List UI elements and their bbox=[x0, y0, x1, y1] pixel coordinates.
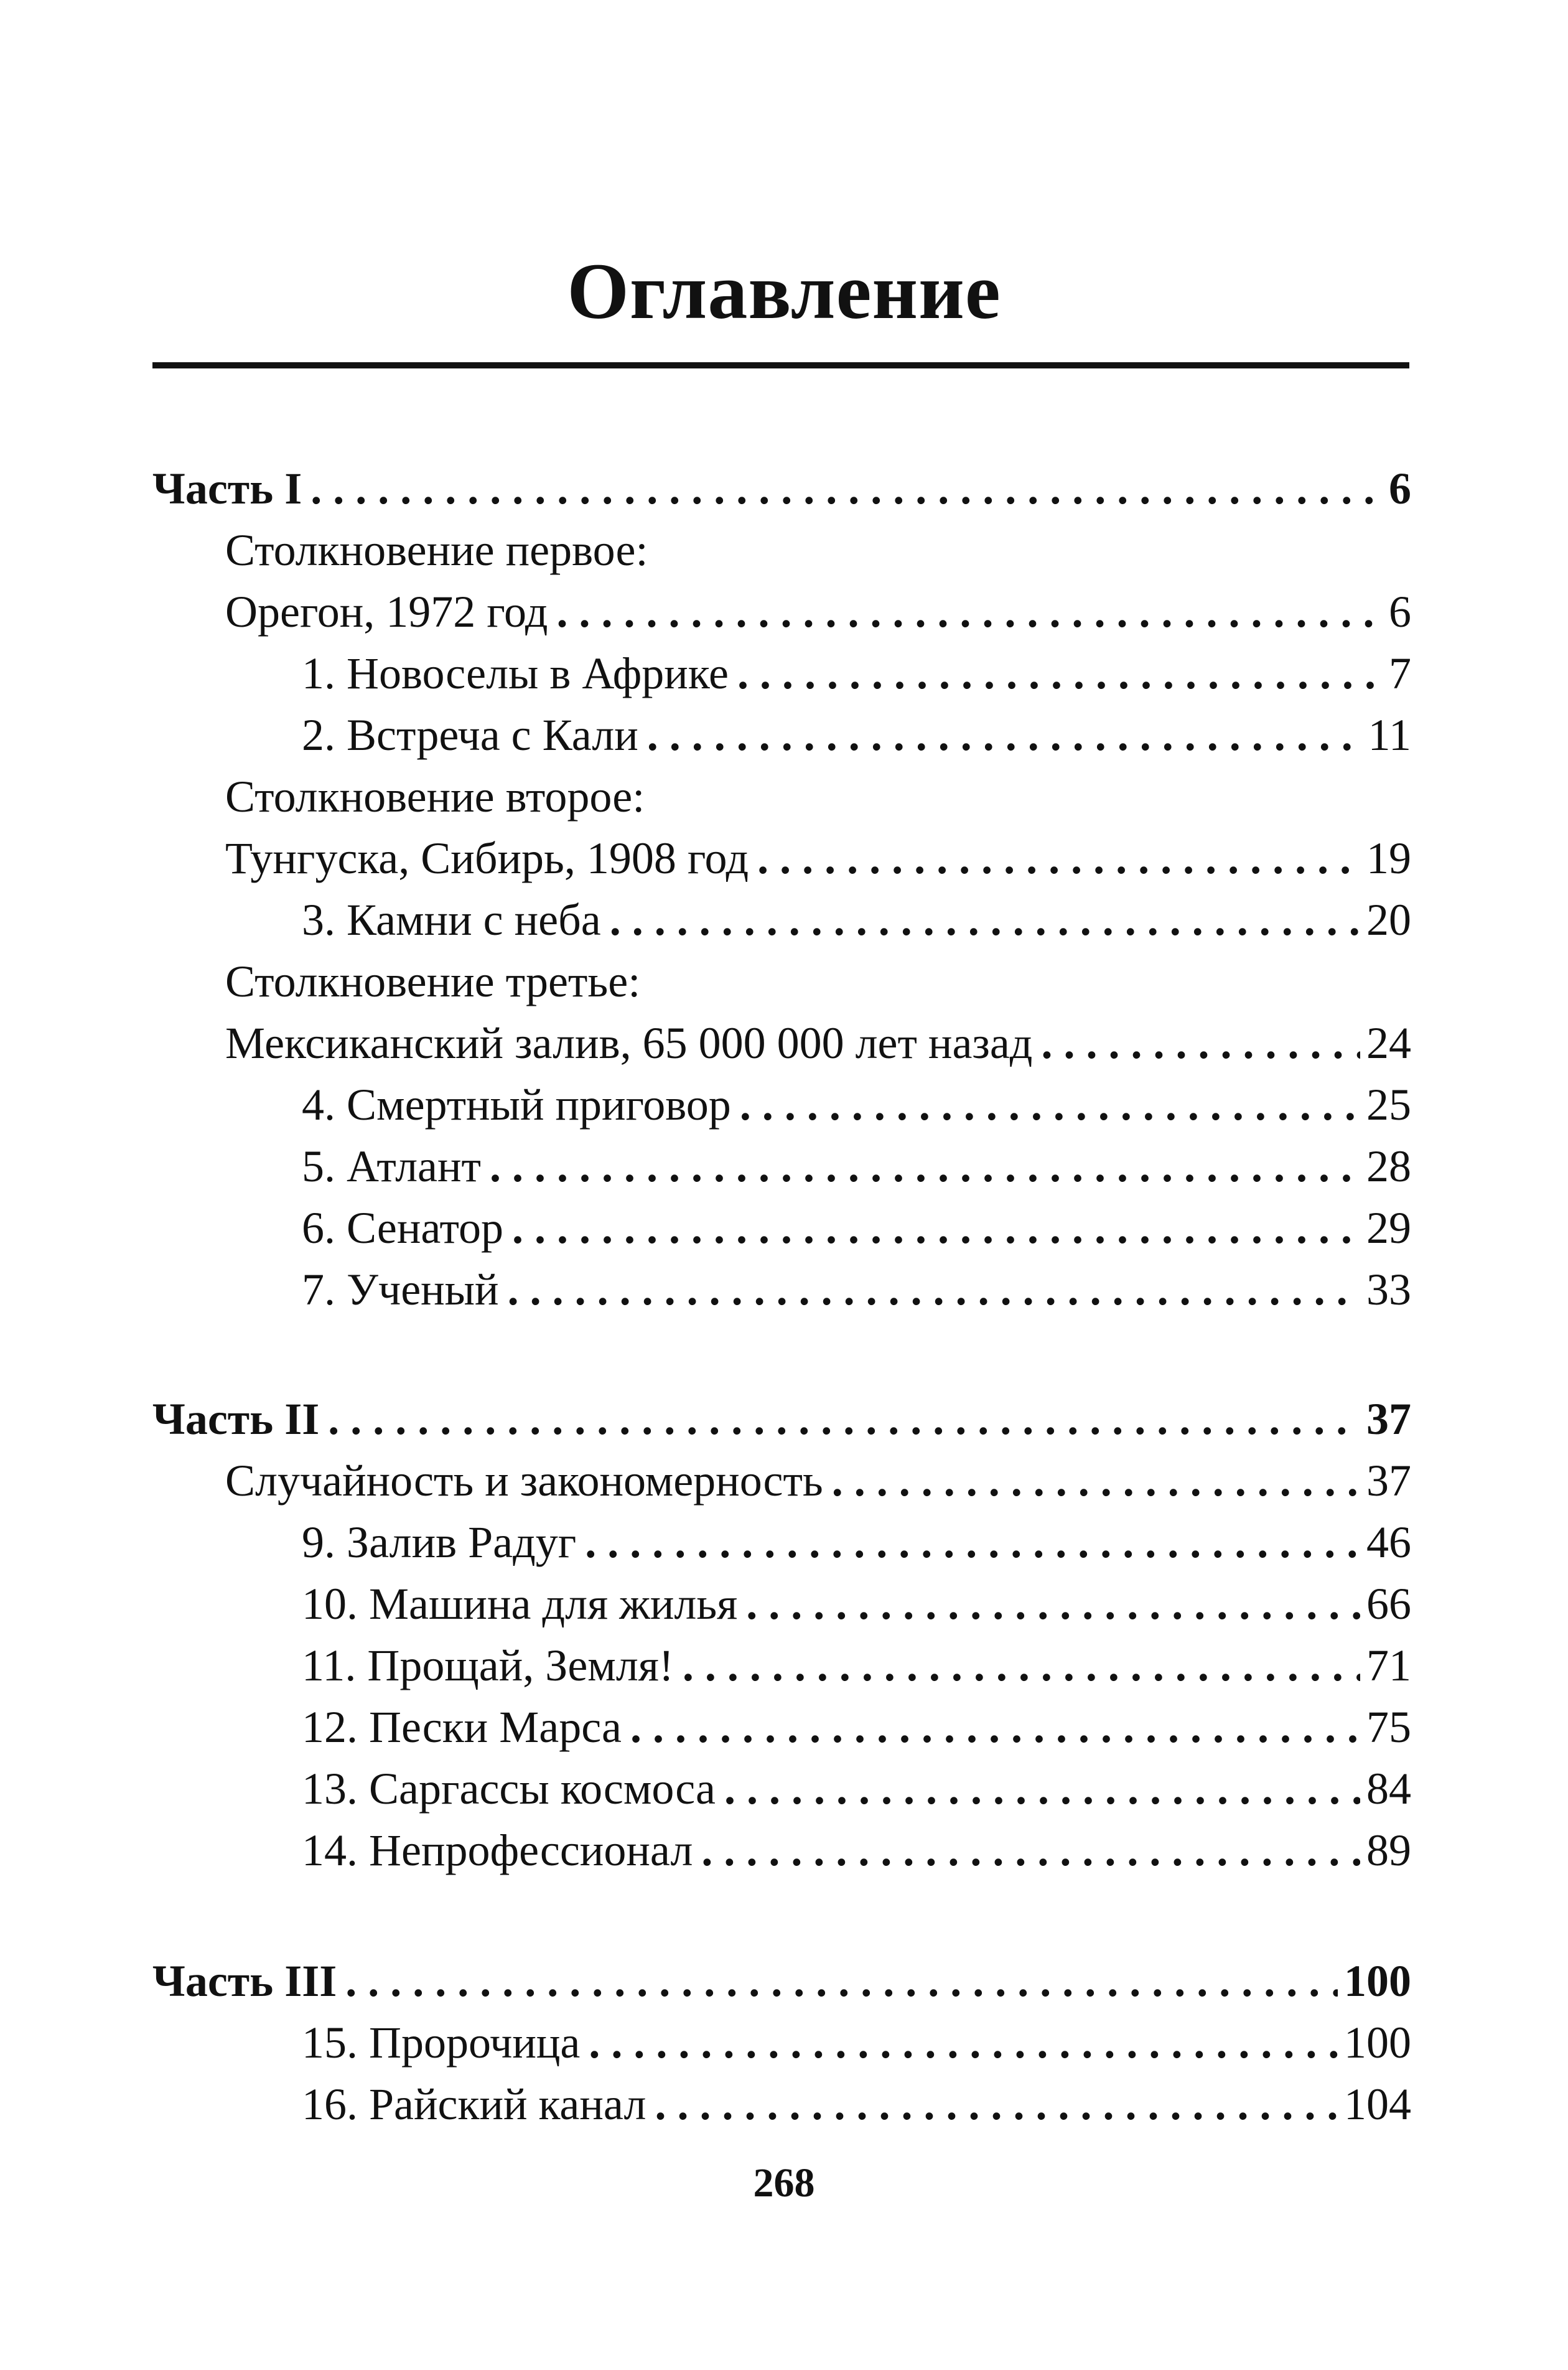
toc-entry-page: 33 bbox=[1366, 1265, 1411, 1314]
toc-entry-label: 3. Камни с неба bbox=[302, 895, 601, 945]
dot-leader bbox=[310, 457, 1383, 520]
toc-entry-page: 104 bbox=[1344, 2079, 1411, 2129]
toc-entry-label: 16. Райский канал bbox=[302, 2079, 646, 2129]
toc-entry-page: 46 bbox=[1366, 1517, 1411, 1567]
toc-entry-page: 100 bbox=[1344, 2018, 1411, 2068]
toc-entry-label: Часть II bbox=[152, 1394, 320, 1444]
dot-leader bbox=[585, 1511, 1360, 1573]
dot-leader bbox=[610, 889, 1360, 951]
toc-chapter[interactable] bbox=[302, 1258, 1411, 1321]
dot-leader bbox=[512, 1197, 1360, 1259]
toc-chapter[interactable] bbox=[302, 889, 1411, 951]
dot-leader bbox=[630, 1696, 1360, 1758]
toc-entry-label: 1. Новоселы в Африке bbox=[302, 649, 729, 698]
dot-leader bbox=[490, 1135, 1360, 1197]
toc-entry-label: Мексиканский залив, 65 000 000 лет назад bbox=[225, 1018, 1033, 1068]
toc-chapter[interactable] bbox=[302, 1758, 1411, 1820]
toc-entry-label: Орегон, 1972 год bbox=[225, 587, 548, 637]
toc-entry-label: 14. Непрофессионал bbox=[302, 1825, 693, 1875]
toc-entry-label: 9. Залив Радуг bbox=[302, 1517, 577, 1567]
toc-entry-label: 15. Пророчица bbox=[302, 2018, 581, 2068]
toc-entry-page: 100 bbox=[1344, 1956, 1411, 2006]
toc-entry-page: 28 bbox=[1366, 1141, 1411, 1191]
toc-entry-label: Столкновение второе: bbox=[225, 772, 645, 822]
toc-entry-page: 20 bbox=[1366, 895, 1411, 945]
dot-leader bbox=[589, 2012, 1338, 2074]
toc-chapter[interactable] bbox=[302, 642, 1411, 705]
toc-chapter[interactable] bbox=[302, 1819, 1411, 1881]
toc-chapter[interactable] bbox=[302, 1074, 1411, 1136]
toc-part-2[interactable] bbox=[152, 1388, 1411, 1450]
toc-section[interactable] bbox=[225, 1012, 1411, 1074]
dot-leader bbox=[724, 1758, 1360, 1820]
dot-leader bbox=[655, 2073, 1338, 2135]
toc-chapter[interactable] bbox=[302, 704, 1411, 766]
toc-entry-page: 84 bbox=[1366, 1764, 1411, 1814]
dot-leader bbox=[345, 1950, 1338, 2012]
toc-chapter[interactable] bbox=[302, 1511, 1411, 1573]
dot-leader bbox=[757, 827, 1360, 889]
toc-chapter[interactable] bbox=[302, 1573, 1411, 1635]
toc-entry-page: 66 bbox=[1366, 1579, 1411, 1629]
dot-leader bbox=[328, 1388, 1360, 1450]
toc-entry-page: 11 bbox=[1368, 710, 1411, 760]
toc-part-3[interactable] bbox=[152, 1950, 1411, 2012]
toc-entry-label: Часть I bbox=[152, 464, 302, 513]
toc-chapter[interactable] bbox=[302, 1634, 1411, 1697]
toc-section[interactable] bbox=[225, 581, 1411, 643]
toc-entry-label: Тунгуска, Сибирь, 1908 год bbox=[225, 833, 749, 883]
toc-entry-label: Часть III bbox=[152, 1956, 337, 2006]
toc-entry-label: 5. Атлант bbox=[302, 1141, 481, 1191]
toc-entry-label: 12. Пески Марса bbox=[302, 1702, 622, 1752]
toc-entry-label: 10. Машина для жилья bbox=[302, 1579, 738, 1629]
toc-entry-label: 2. Встреча с Кали bbox=[302, 710, 638, 760]
toc-entry-page: 7 bbox=[1389, 649, 1411, 698]
dot-leader bbox=[740, 1074, 1360, 1136]
toc-entry-page: 89 bbox=[1366, 1825, 1411, 1875]
dot-leader bbox=[832, 1450, 1360, 1512]
toc-entry-page: 75 bbox=[1366, 1702, 1411, 1752]
toc-entry-page: 37 bbox=[1366, 1456, 1411, 1506]
toc-entry-label: 6. Сенатор bbox=[302, 1203, 503, 1253]
toc-chapter[interactable] bbox=[302, 1135, 1411, 1197]
dot-leader bbox=[746, 1573, 1360, 1635]
toc-entry-page: 24 bbox=[1366, 1018, 1411, 1068]
dot-leader bbox=[557, 581, 1383, 643]
toc-entry-label: 4. Смертный приговор bbox=[302, 1080, 731, 1130]
dot-leader bbox=[701, 1819, 1360, 1881]
toc-entry-label: 13. Саргассы космоса bbox=[302, 1764, 716, 1814]
toc-entry-page: 29 bbox=[1366, 1203, 1411, 1253]
toc-chapter[interactable] bbox=[302, 1696, 1411, 1758]
dot-leader bbox=[508, 1258, 1360, 1321]
toc-chapter[interactable] bbox=[302, 2012, 1411, 2074]
dot-leader bbox=[647, 704, 1362, 766]
toc-chapter[interactable] bbox=[302, 2073, 1411, 2135]
toc-section-heading bbox=[225, 519, 1411, 581]
toc-entry-page: 6 bbox=[1389, 587, 1411, 637]
toc-section[interactable] bbox=[225, 827, 1411, 889]
toc-entry-page: 6 bbox=[1389, 464, 1411, 513]
toc-section[interactable] bbox=[225, 1450, 1411, 1512]
toc-entry-label: Столкновение первое: bbox=[225, 525, 648, 575]
page-title: Оглавление bbox=[567, 247, 1001, 335]
toc-section-heading bbox=[225, 766, 1411, 828]
toc-entry-page: 71 bbox=[1366, 1641, 1411, 1690]
dot-leader bbox=[1041, 1012, 1360, 1074]
toc-entry-page: 25 bbox=[1366, 1080, 1411, 1130]
dot-leader bbox=[737, 642, 1383, 705]
toc-chapter[interactable] bbox=[302, 1197, 1411, 1259]
page-number: 268 bbox=[753, 2160, 815, 2206]
toc-entry-page: 37 bbox=[1366, 1394, 1411, 1444]
toc-entry-page: 19 bbox=[1366, 833, 1411, 883]
toc-entry-label: 11. Прощай, Земля! bbox=[302, 1641, 674, 1690]
toc-part-1[interactable] bbox=[152, 457, 1411, 520]
dot-leader bbox=[683, 1634, 1360, 1697]
toc-section-heading bbox=[225, 950, 1411, 1013]
toc-entry-label: Случайность и закономерность bbox=[225, 1456, 823, 1506]
toc-entry-label: Столкновение третье: bbox=[225, 957, 641, 1006]
toc-entry-label: 7. Ученый bbox=[302, 1265, 499, 1314]
